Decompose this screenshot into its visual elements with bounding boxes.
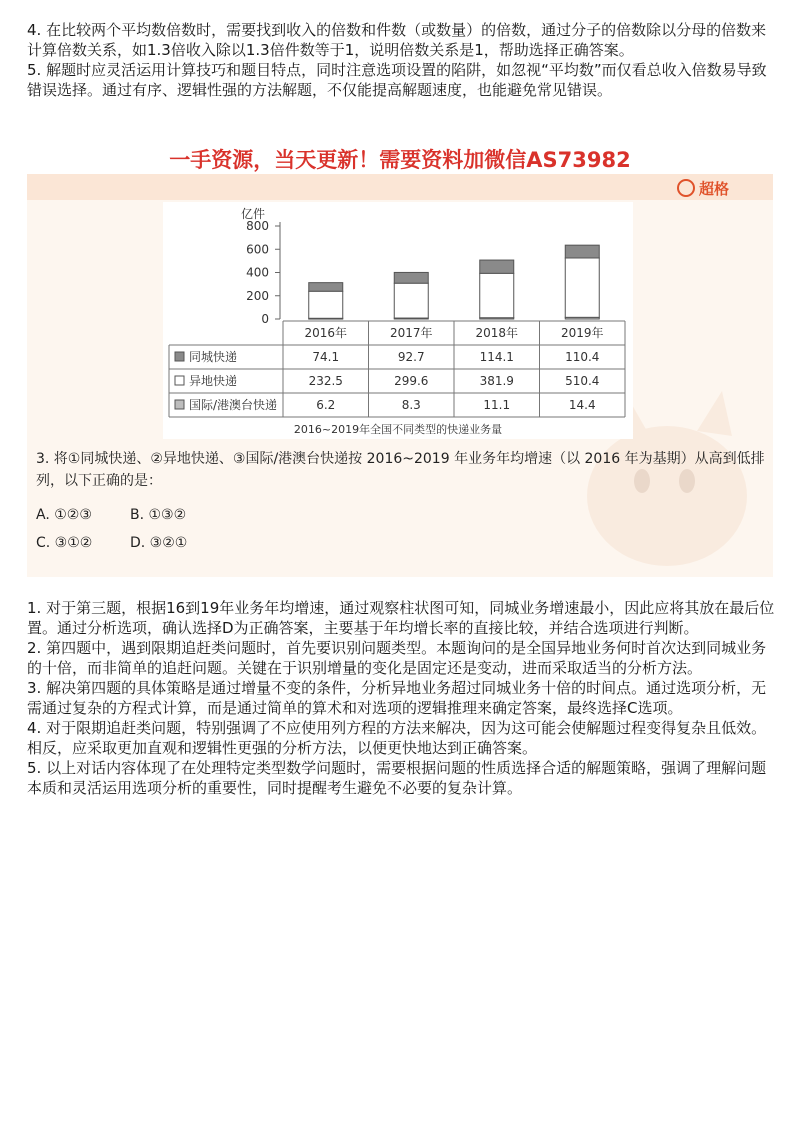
analysis-text-block: [27, 598, 777, 798]
y-tick-label: 800: [246, 219, 269, 233]
table-value: 381.9: [479, 374, 514, 388]
x-tick-label: 2019年: [560, 326, 604, 340]
chart-title: 2016~2019年全国不同类型的快递业务量: [293, 423, 503, 436]
bar-segment: [309, 283, 343, 292]
brand-logo-icon: [677, 179, 695, 197]
brand-name: 超格: [698, 180, 729, 198]
table-value: 11.1: [483, 398, 511, 412]
table-value: 110.4: [565, 350, 600, 364]
bar-segment: [565, 258, 599, 317]
legend-label: 同城快递: [189, 350, 238, 364]
table-value: 299.6: [394, 374, 429, 388]
brand-label: [677, 178, 729, 199]
y-tick-label: 400: [246, 265, 269, 280]
y-axis-title: 亿件: [240, 207, 266, 221]
table-value: 6.2: [316, 398, 336, 412]
legend-swatch: [175, 400, 184, 409]
legend-label: 异地快递: [189, 374, 238, 388]
paragraph: 5. 以上对话内容体现了在处理特定类型数学问题时，需要根据问题的性质选择合适的解题策略，强调了理解问题本质和灵活运用选项分析的重要性，同时提醒考生避免不必要的复杂计算。: [27, 759, 767, 797]
x-tick-label: 2017年: [389, 326, 433, 340]
legend-label: 国际/港澳台快递: [189, 398, 278, 412]
table-value: 92.7: [397, 350, 425, 364]
option-c[interactable]: C. ③①②: [36, 535, 93, 551]
option-d[interactable]: D. ③②①: [130, 535, 188, 551]
paragraph: 5. 解题时应灵活运用计算技巧和题目特点，同时注意选项设置的陷阱，如忽视“平均数”而仅看总收入倍数易导致错误选择。通过有序、逻辑性强的方法解题，不仅能提高解题速度，也能避免常见错误。: [27, 61, 767, 99]
bar-segment: [565, 245, 599, 258]
legend-swatch: [175, 376, 184, 385]
table-value: 8.3: [401, 398, 421, 412]
x-tick-label: 2016年: [304, 326, 348, 340]
bar-segment: [309, 291, 343, 318]
paragraph: 3. 解决第四题的具体策略是通过增量不变的条件，分析异地业务超过同城业务十倍的时间点。通过选项分析，无需通过复杂的方程式计算，而是通过简单的算术和对选项的逻辑推理来确定答案，最终选择C选项。: [27, 679, 767, 717]
legend-swatch: [175, 352, 184, 361]
bar-chart-with-table: [163, 202, 633, 439]
y-tick-label: 200: [246, 288, 269, 303]
y-tick-label: 0: [261, 312, 269, 326]
option-a[interactable]: A. ①②③: [36, 507, 92, 523]
brand-band: [27, 174, 773, 200]
table-value: 114.1: [479, 350, 514, 364]
chart-canvas: [163, 202, 633, 420]
paragraph: 4. 在比较两个平均数倍数时，需要找到收入的倍数和件数（或数量）的倍数，通过分子的倍数除以分母的倍数来计算倍数关系，如1.3倍收入除以1.3倍件数等于1，说明倍数关系是1，帮助选择正确答案。: [27, 21, 767, 59]
table-value: 510.4: [565, 374, 600, 388]
paragraph: 2. 第四题中，遇到限期追赶类问题时，首先要识别问题类型。本题询问的是全国异地业务何时首次达到同城业务的十倍，而非简单的追赶问题。关键在于识别增量的变化是固定还是变动，进而采取适当的分析方法。: [27, 639, 767, 677]
bar-segment: [394, 283, 428, 318]
table-value: 74.1: [312, 350, 340, 364]
watermark-banner: 一手资源，当天更新！需要资料加微信AS73982: [27, 146, 773, 174]
bar-segment: [480, 273, 514, 317]
table-value: 14.4: [568, 398, 596, 412]
bar-segment: [394, 272, 428, 283]
paragraph: 4. 对于限期追赶类问题，特别强调了不应使用列方程的方法来解决，因为这可能会使解题过程变得复杂且低效。相反，应采取更加直观和逻辑性更强的分析方法，以便更快地达到正确答案。: [27, 719, 767, 757]
question-text: 3. 将①同城快递、②异地快递、③国际/港澳台快递按 2016~2019 年业务年均增速（以 2016 年为基期）从高到低排列，以下正确的是：: [36, 451, 765, 489]
question-image-panel: [27, 146, 773, 577]
y-tick-label: 600: [246, 242, 269, 257]
option-b[interactable]: B. ①③②: [130, 507, 187, 523]
intro-text-block: [27, 20, 777, 100]
table-value: 232.5: [308, 374, 343, 388]
paragraph: 1. 对于第三题，根据16到19年业务年均增速，通过观察柱状图可知，同城业务增速最小，因此应将其放在最后位置。通过分析选项，确认选择D为正确答案，主要基于年均增长率的直接比较，并结合选项进行判断。: [27, 599, 775, 637]
bar-segment: [480, 260, 514, 273]
x-tick-label: 2018年: [475, 326, 519, 340]
